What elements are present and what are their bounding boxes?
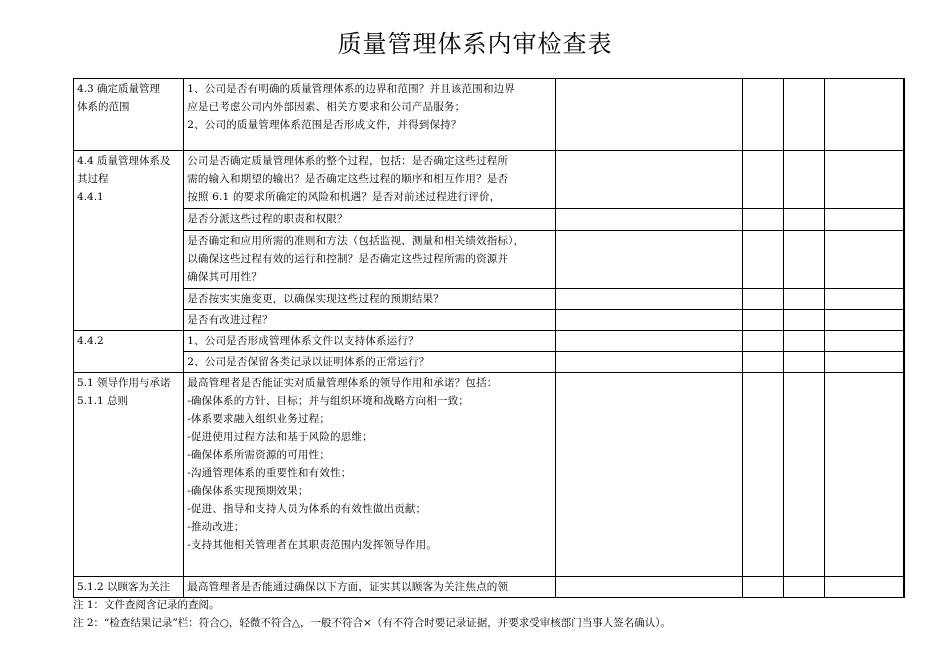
result-cell[interactable] — [784, 577, 825, 598]
note-2: 注 2：“检查结果记录”栏：符合○，轻微不符合△，一般不符合×（有不符合时要记录证据，并要求受审核部门当事人签名确认）。 — [73, 617, 672, 629]
evidence-cell[interactable] — [555, 79, 743, 151]
page-title: 质量管理体系内审检查表 — [337, 30, 613, 58]
result-cell[interactable] — [743, 310, 784, 331]
result-cell[interactable] — [743, 373, 784, 577]
remark-cell[interactable] — [824, 151, 904, 209]
result-cell[interactable] — [784, 289, 825, 310]
result-cell[interactable] — [784, 352, 825, 373]
table-row — [74, 352, 905, 373]
requirement-cell: 公司是否确定质量管理体系的整个过程，包括：是否确定这些过程所 需的输入和期望的输出？是否确定这些过程的顺序和相互作用？是否 按照 6.1 的要求所确定的风险和机遇？是否对前述过程进行评价， — [184, 151, 555, 209]
requirement-cell: 是否确定和应用所需的准则和方法（包括监视、测量和相关绩效指标）， 以确保这些过程有效的运行和控制？是否确定这些过程所需的资源并 确保其可用性？ — [184, 231, 555, 289]
clause-cell: 4.4 质量管理体系及 其过程 4.4.1 — [74, 151, 184, 331]
remark-cell[interactable] — [824, 231, 904, 289]
result-cell[interactable] — [743, 289, 784, 310]
table-row — [74, 209, 905, 231]
requirement-cell: 是否分派这些过程的职责和权限？ — [184, 209, 555, 231]
evidence-cell[interactable] — [555, 331, 743, 352]
clause-cell: 4.3 确定质量管理 体系的范围 — [74, 79, 184, 151]
remark-cell[interactable] — [824, 209, 904, 231]
table-row — [74, 151, 905, 209]
requirement-cell: 1、公司是否有明确的质量管理体系的边界和范围？并且该范围和边界 应是已考虑公司内外部因素、相关方要求和公司产品服务； 2、公司的质量管理体系范围是否形成文件，并得到保持？ — [184, 79, 555, 151]
audit-checklist-table — [73, 78, 905, 598]
clause-cell: 5.1 领导作用与承诺 5.1.1 总则 — [74, 373, 184, 577]
result-cell[interactable] — [784, 209, 825, 231]
footnotes — [73, 596, 933, 632]
result-cell[interactable] — [743, 79, 784, 151]
requirement-cell: 最高管理者是否能证实对质量管理体系的领导作用和承诺？包括： -确保体系的方针、目标；并与组织环境和战略方向相一致； -体系要求融入组织业务过程； -促进使用过程方法和基于风险的思维； -确保体系所需资源的可用性； -沟通管理体系的重要性和有效性； -确保体系实现预期效果； -促进、指导和支持人员为体系的有效性做出贡献； -推动改进； -支持其他相关管理者在其职责范围内发挥领导作用。 — [184, 373, 555, 577]
remark-cell[interactable] — [824, 352, 904, 373]
table-row — [74, 310, 905, 331]
remark-cell[interactable] — [824, 577, 904, 598]
evidence-cell[interactable] — [555, 231, 743, 289]
result-cell[interactable] — [784, 79, 825, 151]
evidence-cell[interactable] — [555, 352, 743, 373]
clause-cell: 5.1.2 以顾客为关注 — [74, 577, 184, 598]
table-row — [74, 289, 905, 310]
requirement-cell: 最高管理者是否能通过确保以下方面，证实其以顾客为关注焦点的领 — [184, 577, 555, 598]
remark-cell[interactable] — [824, 289, 904, 310]
remark-cell[interactable] — [824, 79, 904, 151]
result-cell[interactable] — [743, 209, 784, 231]
requirement-cell: 2、公司是否保留各类记录以证明体系的正常运行？ — [184, 352, 555, 373]
table-row — [74, 231, 905, 289]
remark-cell[interactable] — [824, 310, 904, 331]
table-row — [74, 79, 905, 151]
evidence-cell[interactable] — [555, 209, 743, 231]
result-cell[interactable] — [784, 151, 825, 209]
result-cell[interactable] — [784, 331, 825, 352]
evidence-cell[interactable] — [555, 373, 743, 577]
result-cell[interactable] — [743, 577, 784, 598]
requirement-cell: 是否有改进过程？ — [184, 310, 555, 331]
result-cell[interactable] — [743, 231, 784, 289]
table-row — [74, 577, 905, 598]
result-cell[interactable] — [784, 373, 825, 577]
remark-cell[interactable] — [824, 373, 904, 577]
clause-cell: 4.4.2 — [74, 331, 184, 373]
table-row — [74, 373, 905, 577]
evidence-cell[interactable] — [555, 310, 743, 331]
result-cell[interactable] — [743, 331, 784, 352]
table-row — [74, 331, 905, 352]
result-cell[interactable] — [784, 231, 825, 289]
requirement-cell: 1、公司是否形成管理体系文件以支持体系运行？ — [184, 331, 555, 352]
note-1: 注 1：文件查阅含记录的查阅。 — [73, 599, 220, 611]
result-cell[interactable] — [743, 352, 784, 373]
evidence-cell[interactable] — [555, 151, 743, 209]
remark-cell[interactable] — [824, 331, 904, 352]
result-cell[interactable] — [784, 310, 825, 331]
requirement-cell: 是否按实实施变更，以确保实现这些过程的预期结果？ — [184, 289, 555, 310]
evidence-cell[interactable] — [555, 577, 743, 598]
result-cell[interactable] — [743, 151, 784, 209]
evidence-cell[interactable] — [555, 289, 743, 310]
